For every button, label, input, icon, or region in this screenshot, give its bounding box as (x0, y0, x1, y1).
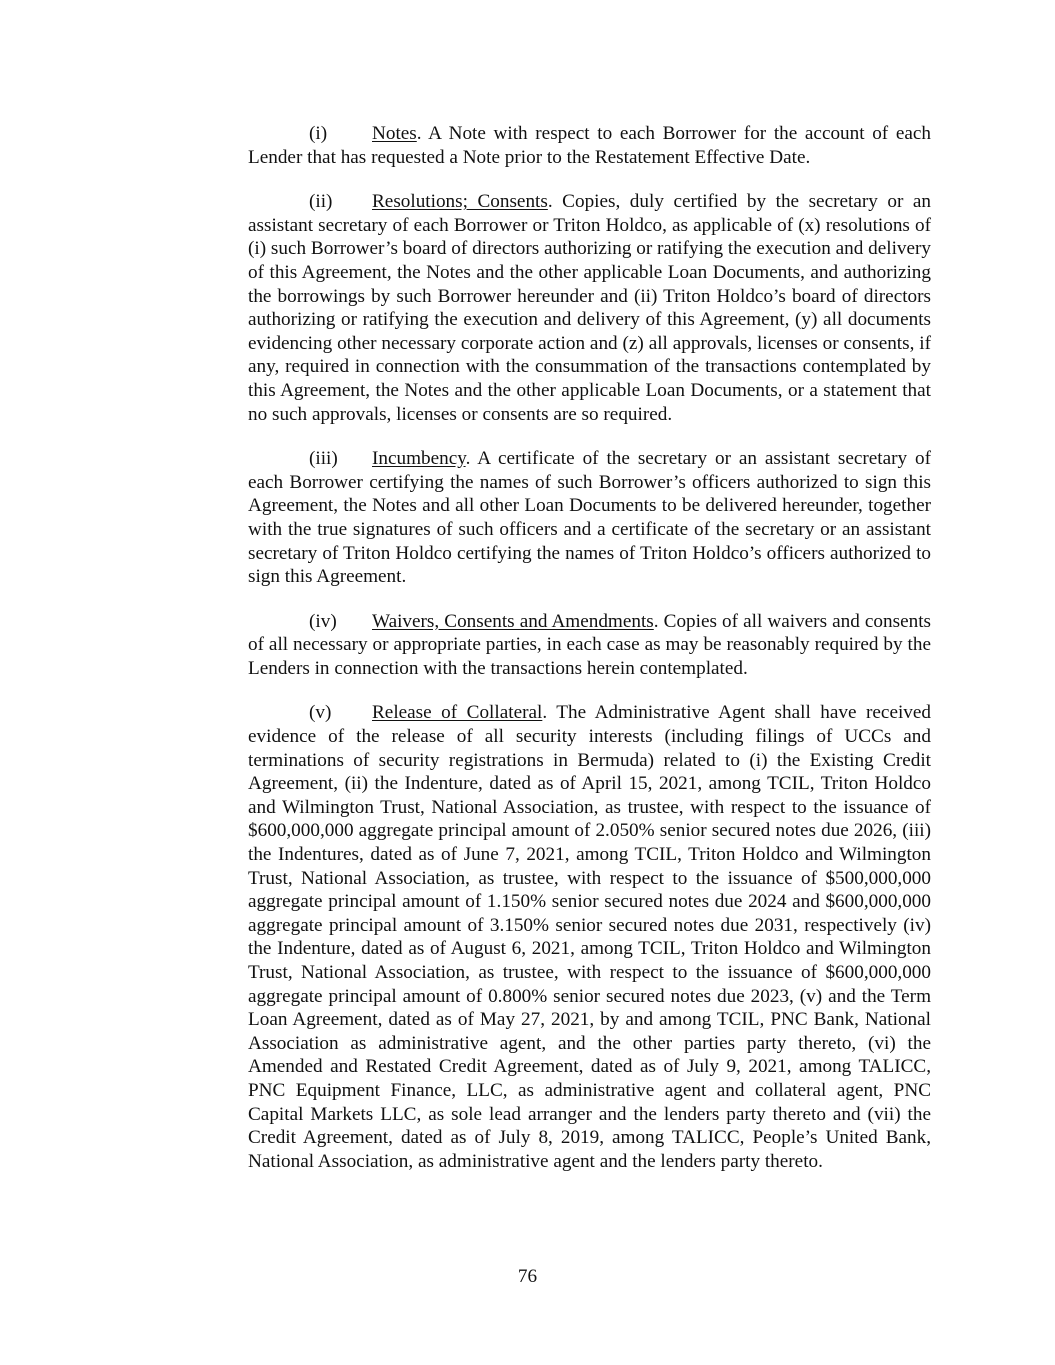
paragraph-number: (ii) (309, 191, 333, 213)
paragraph-heading: Resolutions; Consents (372, 191, 548, 213)
paragraph-waivers-consents-amendments (248, 610, 931, 681)
paragraph-text: . A Note with respect to each Borrower for the account of each Lender that has requested a Note prior to the Restatement Effective Date. (248, 123, 931, 168)
paragraph-heading: Notes (372, 123, 417, 144)
paragraph-heading: Incumbency (372, 448, 466, 470)
paragraph-notes (248, 122, 931, 169)
paragraph-text: . Copies, duly certified by the secretary or an assistant secretary of each Borrower or Triton Holdco, as applicable of (x) resolutions of (i) such Borrower’s board of directors authorizing or ratifying the execution and delivery of this Agreement, the Notes and the other applicable Loan Documents, and authorizing the borrowings by such Borrower hereunder and (ii) Triton Holdco’s board of directors authorizing or ratifying the execution and delivery of this Agreement, (y) all documents evidencing other necessary corporate action and (z) all approvals, licenses or consents, if any, required in connection with the consummation of the transactions contemplated by this Agreement, the Notes and the other applicable Loan Documents, or a statement that no such approvals, licenses or consents are so required. (248, 191, 931, 425)
paragraph-heading: Release of Collateral (372, 702, 543, 724)
document-body (248, 122, 931, 1194)
paragraph-text: . Copies of all waivers and consents of all necessary or appropriate parties, in each case as may be reasonably required by the Lenders in connection with the transactions herein contemplated. (248, 610, 931, 679)
paragraph-number: (iii) (309, 448, 338, 470)
paragraph-number: (iv) (309, 610, 337, 632)
paragraph-heading: Waivers, Consents and Amendments (372, 610, 654, 632)
page-number: 76 (517, 1266, 538, 1287)
paragraph-text: . A certificate of the secretary or an assistant secretary of each Borrower certifying the names of such Borrower’s officers authorized to sign this Agreement, the Notes and all other Loan Documents to be delivered hereunder, together with the true signatures of such officers and a certificate of the secretary or an assistant secretary of Triton Holdco certifying the names of Triton Holdco’s officers authorized to sign this Agreement. (248, 448, 931, 588)
paragraph-incumbency (248, 447, 931, 589)
paragraph-number: (v) (309, 702, 332, 724)
paragraph-text: . The Administrative Agent shall have received evidence of the release of all security interests (including filings of UCCs and terminations of security registrations in Bermuda) related to (i) the Existing Credit Agreement, (ii) the Indenture, dated as of April 15, 2021, among TCIL, Triton Holdco and Wilmington Trust, National Association, as trustee, with respect to the issuance of $600,000,000 aggregate principal amount of 2.050% senior secured notes due 2026, (iii) the Indentures, dated as of June 7, 2021, among TCIL, Triton Holdco and Wilmington Trust, National Association, as trustee, with respect to the issuance of $500,000,000 aggregate principal amount of 1.150% senior secured notes due 2024 and $600,000,000 aggregate principal amount of 3.150% senior secured notes due 2031, respectively (iv) the Indenture, dated as of August 6, 2021, among TCIL, Triton Holdco and Wilmington Trust, National Association, as trustee, with respect to the issuance of $600,000,000 aggregate principal amount of 0.800% senior secured notes due 2023, (v) and the Term Loan Agreement, dated as of May 27, 2021, by and among TCIL, PNC Bank, National Association as administrative agent, and the other parties party thereto, (vi) the Amended and Restated Credit Agreement, dated as of July 9, 2021, among TALICC, PNC Equipment Finance, LLC, as administrative agent and collateral agent, PNC Capital Markets LLC, as sole lead arranger and the lenders party thereto and (vii) the Credit Agreement, dated as of July 8, 2019, among TALICC, People’s United Bank, National Association, as administrative agent and the lenders party thereto. (248, 702, 931, 1172)
paragraph-resolutions-consents (248, 190, 931, 426)
paragraph-number: (i) (309, 123, 328, 144)
paragraph-release-of-collateral (248, 701, 931, 1173)
